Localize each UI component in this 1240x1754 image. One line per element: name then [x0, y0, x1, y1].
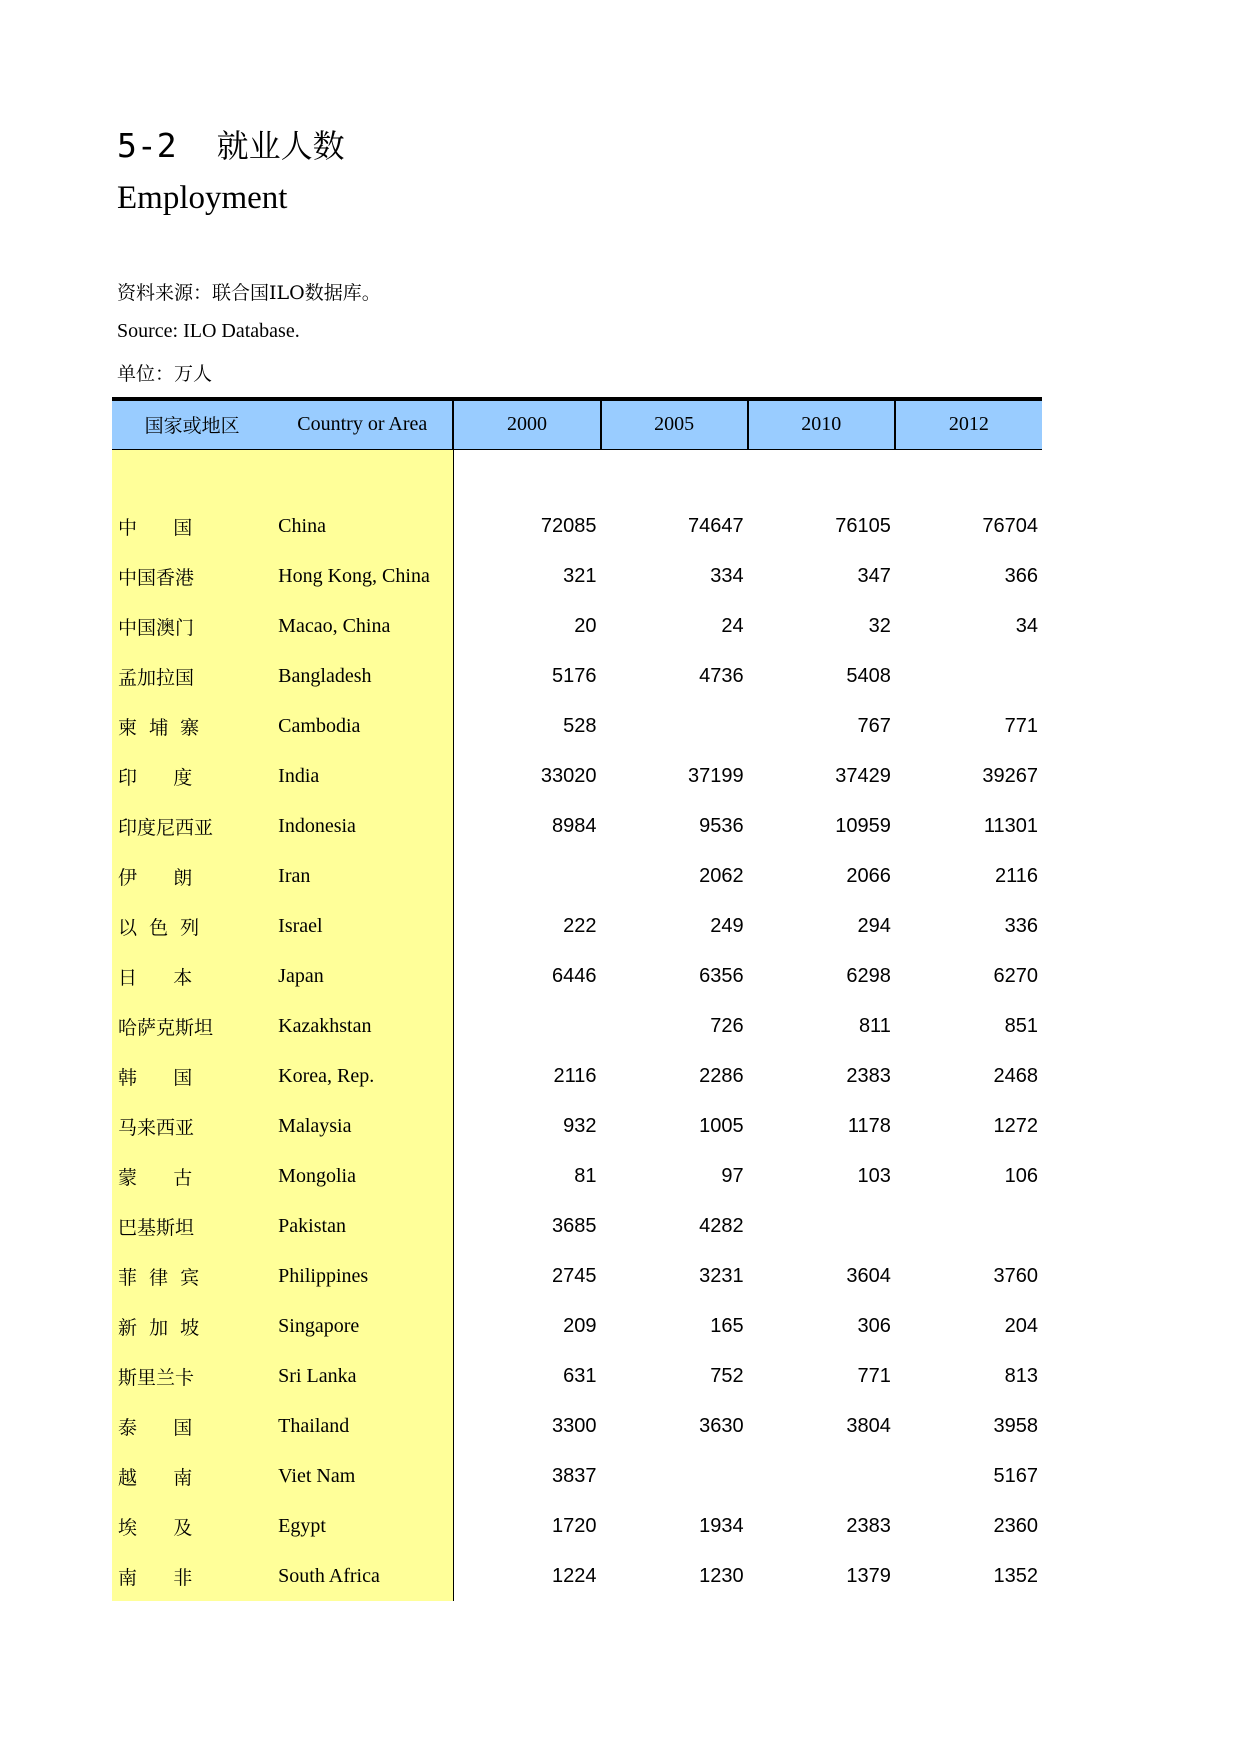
value-2012: 39267: [982, 764, 1038, 787]
country-name-en: Malaysia: [272, 1101, 453, 1151]
value-2005: 4736: [699, 664, 744, 687]
value-2005: 24: [721, 614, 744, 637]
source-note-cn: 资料来源：联合国ILO数据库。: [117, 282, 381, 304]
table-row: [112, 1501, 1042, 1551]
value-2010: 2066: [846, 864, 891, 887]
country-name-cn: 日 本: [112, 951, 272, 1001]
value-2012: 34: [1015, 614, 1038, 637]
value-2012: 813: [1004, 1364, 1038, 1387]
value-2000: 8984: [552, 814, 597, 837]
value-2012: 3760: [993, 1264, 1038, 1287]
value-2012: 5167: [993, 1464, 1038, 1487]
country-name-cn: 孟加拉国: [112, 651, 272, 701]
value-2010: 37429: [835, 764, 891, 787]
country-name-cn: 韩 国: [112, 1051, 272, 1101]
country-name-en: Indonesia: [272, 801, 453, 851]
value-2000: 81: [574, 1164, 597, 1187]
country-name-cn: 中国澳门: [112, 601, 272, 651]
value-2005: 334: [710, 564, 744, 587]
value-2010: 1178: [847, 1114, 891, 1137]
country-name-cn: 新 加 坡: [112, 1301, 272, 1351]
value-2005: 1230: [699, 1564, 744, 1587]
value-2010: 2383: [846, 1514, 891, 1537]
country-name-cn: 中 国: [112, 501, 272, 551]
table-row: [112, 501, 1042, 551]
value-2012: 106: [1004, 1164, 1038, 1187]
spacer-row: [112, 449, 1042, 501]
value-2012: 336: [1004, 914, 1038, 937]
value-2000: 33020: [540, 764, 597, 787]
country-name-cn: 巴基斯坦: [112, 1201, 272, 1251]
header-year-2012: 2012: [895, 399, 1042, 449]
country-name-en: Kazakhstan: [272, 1001, 453, 1051]
country-name-en: Korea, Rep.: [272, 1051, 453, 1101]
value-2012: 11301: [983, 814, 1038, 837]
value-2012: 204: [1004, 1314, 1038, 1337]
country-name-cn: 蒙 古: [112, 1151, 272, 1201]
table-row: [112, 601, 1042, 651]
table-row: [112, 1351, 1042, 1401]
header-year-2000: 2000: [453, 399, 600, 449]
country-name-en: Philippines: [272, 1251, 453, 1301]
country-name-en: Sri Lanka: [272, 1351, 453, 1401]
value-2010: 10959: [835, 814, 891, 837]
country-name-cn: 南 非: [112, 1551, 272, 1601]
value-2005: [601, 701, 748, 751]
country-name-en: Egypt: [272, 1501, 453, 1551]
value-2012: [895, 651, 1042, 701]
value-2010: 294: [857, 914, 891, 937]
country-name-cn: 柬 埔 寨: [112, 701, 272, 751]
value-2000: 2745: [552, 1264, 597, 1287]
country-name-cn: 印度尼西亚: [112, 801, 272, 851]
country-name-en: Japan: [272, 951, 453, 1001]
value-2012: 2116: [994, 864, 1038, 887]
value-2000: 528: [563, 714, 597, 737]
value-2000: 321: [563, 564, 597, 587]
value-2005: 6356: [699, 964, 744, 987]
source-note-en: Source: ILO Database.: [117, 320, 300, 342]
table-row: [112, 701, 1042, 751]
value-2010: 767: [857, 714, 891, 737]
country-name-en: Thailand: [272, 1401, 453, 1451]
page-title-en: Employment: [117, 180, 288, 216]
country-name-en: Viet Nam: [272, 1451, 453, 1501]
value-2012: 771: [1004, 714, 1038, 737]
value-2012: 3958: [993, 1414, 1038, 1437]
table-row: [112, 1101, 1042, 1151]
country-name-en: Israel: [272, 901, 453, 951]
value-2012: 76704: [982, 514, 1038, 537]
country-name-en: Pakistan: [272, 1201, 453, 1251]
country-name-cn: 越 南: [112, 1451, 272, 1501]
value-2005: 97: [721, 1164, 744, 1187]
country-name-cn: 哈萨克斯坦: [112, 1001, 272, 1051]
country-name-cn: 泰 国: [112, 1401, 272, 1451]
value-2005: 1934: [699, 1514, 744, 1537]
header-country-en: Country or Area: [272, 399, 453, 449]
value-2005: 37199: [688, 764, 744, 787]
page-title-cn: [117, 126, 345, 167]
value-2005: 1005: [699, 1114, 744, 1137]
value-2005: 4282: [699, 1214, 744, 1237]
value-2012: 2468: [993, 1064, 1038, 1087]
table-row: [112, 1201, 1042, 1251]
value-2005: 752: [710, 1364, 744, 1387]
country-name-cn: 中国香港: [112, 551, 272, 601]
country-name-en: India: [272, 751, 453, 801]
country-name-cn: 埃 及: [112, 1501, 272, 1551]
value-2010: 347: [857, 564, 891, 587]
value-2012: [895, 1201, 1042, 1251]
value-2000: 20: [574, 614, 597, 637]
value-2010: 771: [857, 1364, 891, 1387]
value-2000: 631: [563, 1364, 597, 1387]
employment-table: [112, 397, 1042, 1601]
value-2000: 932: [563, 1114, 597, 1137]
value-2000: 2116: [553, 1064, 597, 1087]
table-header-row: [112, 399, 1042, 449]
value-2012: 366: [1004, 564, 1038, 587]
country-name-cn: 印 度: [112, 751, 272, 801]
country-name-cn: 以 色 列: [112, 901, 272, 951]
value-2000: 5176: [552, 664, 597, 687]
value-2010: 2383: [846, 1064, 891, 1087]
header-country-cn: 国家或地区: [112, 399, 272, 449]
value-2000: 3300: [552, 1414, 597, 1437]
country-name-en: Bangladesh: [272, 651, 453, 701]
value-2010: 1379: [846, 1564, 891, 1587]
value-2005: 2062: [699, 864, 744, 887]
country-name-en: South Africa: [272, 1551, 453, 1601]
value-2000: 209: [563, 1314, 597, 1337]
table-row: [112, 651, 1042, 701]
country-name-cn: 斯里兰卡: [112, 1351, 272, 1401]
table-row: [112, 1151, 1042, 1201]
value-2012: 6270: [993, 964, 1038, 987]
value-2012: 851: [1004, 1014, 1038, 1037]
country-name-en: China: [272, 501, 453, 551]
table-number: 5-2: [117, 126, 177, 165]
table-row: [112, 951, 1042, 1001]
value-2010: 103: [857, 1164, 891, 1187]
value-2010: 6298: [846, 964, 891, 987]
country-name-en: Mongolia: [272, 1151, 453, 1201]
value-2000: 3837: [552, 1464, 597, 1487]
value-2005: 74647: [688, 514, 744, 537]
country-name-en: Cambodia: [272, 701, 453, 751]
value-2012: 1352: [993, 1564, 1038, 1587]
country-name-en: Singapore: [272, 1301, 453, 1351]
table-row: [112, 1401, 1042, 1451]
value-2000: 72085: [540, 514, 597, 537]
value-2005: 3630: [699, 1414, 744, 1437]
table-row: [112, 1251, 1042, 1301]
value-2000: [453, 1001, 600, 1051]
value-2010: 811: [858, 1014, 891, 1037]
table-row: [112, 1551, 1042, 1601]
value-2005: 249: [710, 914, 744, 937]
value-2010: 3804: [846, 1414, 891, 1437]
title-chinese: 就业人数: [216, 127, 345, 165]
value-2010: [748, 1201, 895, 1251]
unit-note: 单位：万人: [117, 363, 213, 385]
value-2005: 165: [710, 1314, 744, 1337]
table-row: [112, 1301, 1042, 1351]
table-row: [112, 1001, 1042, 1051]
value-2005: 3231: [699, 1264, 744, 1287]
country-name-en: Hong Kong, China: [272, 551, 453, 601]
country-name-en: Macao, China: [272, 601, 453, 651]
table-row: [112, 551, 1042, 601]
header-year-2010: 2010: [748, 399, 895, 449]
table-row: [112, 1451, 1042, 1501]
header-year-2005: 2005: [601, 399, 748, 449]
country-name-cn: 马来西亚: [112, 1101, 272, 1151]
value-2005: 726: [710, 1014, 744, 1037]
value-2000: 1720: [552, 1514, 597, 1537]
value-2010: 306: [857, 1314, 891, 1337]
value-2010: 76105: [835, 514, 891, 537]
table-row: [112, 901, 1042, 951]
value-2000: 1224: [552, 1564, 597, 1587]
value-2000: 3685: [552, 1214, 597, 1237]
value-2010: 3604: [846, 1264, 891, 1287]
value-2012: 2360: [993, 1514, 1038, 1537]
value-2000: 222: [563, 914, 597, 937]
table-row: [112, 1051, 1042, 1101]
value-2010: [748, 1451, 895, 1501]
value-2010: 5408: [846, 664, 891, 687]
table-row: [112, 751, 1042, 801]
country-name-cn: 伊 朗: [112, 851, 272, 901]
value-2005: [601, 1451, 748, 1501]
value-2005: 9536: [699, 814, 744, 837]
value-2005: 2286: [699, 1064, 744, 1087]
country-name-cn: 菲 律 宾: [112, 1251, 272, 1301]
value-2012: 1272: [993, 1114, 1038, 1137]
value-2000: 6446: [552, 964, 597, 987]
value-2000: [453, 851, 600, 901]
country-name-en: Iran: [272, 851, 453, 901]
value-2010: 32: [868, 614, 891, 637]
table-row: [112, 851, 1042, 901]
table-row: [112, 801, 1042, 851]
